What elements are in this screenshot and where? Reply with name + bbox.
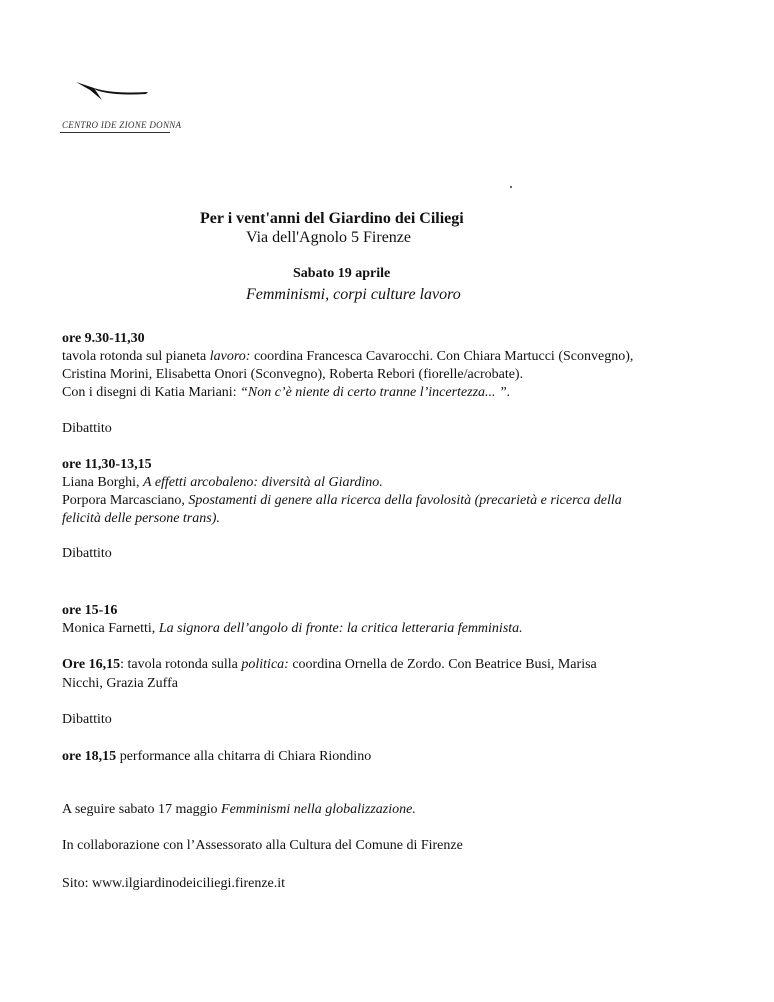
session-text: Nicchi, Grazia Zuffa <box>62 676 178 691</box>
text-span: coordina Ornella de Zordo. Con Beatrice Busi, Marisa <box>288 657 597 672</box>
event-theme: Femminismi, corpi culture lavoro <box>246 286 461 303</box>
logo-text: CENTRO IDE ZIONE DONNA <box>62 120 182 130</box>
session-text: Cristina Morini, Elisabetta Onori (Sconvegno), Roberta Rebori (fiorelle/acrobate). <box>62 367 524 382</box>
followup-note <box>62 801 416 818</box>
dibattito-label: Dibattito <box>62 546 112 561</box>
text-italic: lavoro: <box>209 349 251 364</box>
session-time: ore 18,15 <box>62 749 117 764</box>
text-span: Liana Borghi, <box>62 475 144 490</box>
session-text <box>62 492 622 509</box>
session-text <box>62 474 383 491</box>
event-date: Sabato 19 aprile <box>293 266 391 281</box>
text-span: A seguire sabato 17 maggio <box>62 802 222 817</box>
text-italic: felicità delle persone trans). <box>62 511 220 526</box>
session-time: ore 15-16 <box>62 603 118 618</box>
text-italic: Femminismi nella globalizzazione. <box>221 802 416 817</box>
session-time: ore 11,30-13,15 <box>62 457 152 472</box>
text-italic: Spostamenti di genere alla ricerca della favolosità (precarietà e ricerca della <box>188 493 622 508</box>
session-text <box>62 384 510 401</box>
session-text <box>62 656 597 673</box>
text-italic: A effetti arcobaleno: diversità al Giardino. <box>143 475 383 490</box>
collaboration-note: In collaborazione con l’Assessorato alla Cultura del Comune di Firenze <box>62 838 463 853</box>
text-span: tavola rotonda sul pianeta <box>62 349 210 364</box>
text-italic: La signora dell’angolo di fronte: la critica letteraria femminista. <box>158 621 523 636</box>
website-line: Sito: www.ilgiardinodeiciliegi.firenze.it <box>62 876 286 891</box>
logo-underline <box>60 132 170 133</box>
text-italic: “Non c’è niente di certo tranne l’incertezza... ”. <box>240 385 511 400</box>
bird-icon <box>72 76 152 106</box>
text-span: performance alla chitarra di Chiara Riondino <box>116 749 372 764</box>
session-text <box>62 748 371 765</box>
session-text <box>62 510 220 527</box>
dibattito-label: Dibattito <box>62 421 112 436</box>
dibattito-label: Dibattito <box>62 712 112 727</box>
speck <box>510 186 512 188</box>
session-text <box>62 620 523 637</box>
session-time: Ore 16,15 <box>62 657 121 672</box>
text-italic: politica: <box>241 657 289 672</box>
text-span: Monica Farnetti, <box>62 621 159 636</box>
text-span: Con i disegni di Katia Mariani: <box>62 385 241 400</box>
text-span: coordina Francesca Cavarocchi. Con Chiara Martucci (Sconvegno), <box>250 349 634 364</box>
session-text <box>62 348 633 365</box>
text-span: : tavola rotonda sulla <box>120 657 242 672</box>
text-span: Porpora Marcasciano, <box>62 493 189 508</box>
session-time: ore 9.30-11,30 <box>62 331 145 346</box>
page-title: Per i vent'anni del Giardino dei Ciliegi <box>200 210 464 227</box>
address: Via dell'Agnolo 5 Firenze <box>246 229 411 246</box>
